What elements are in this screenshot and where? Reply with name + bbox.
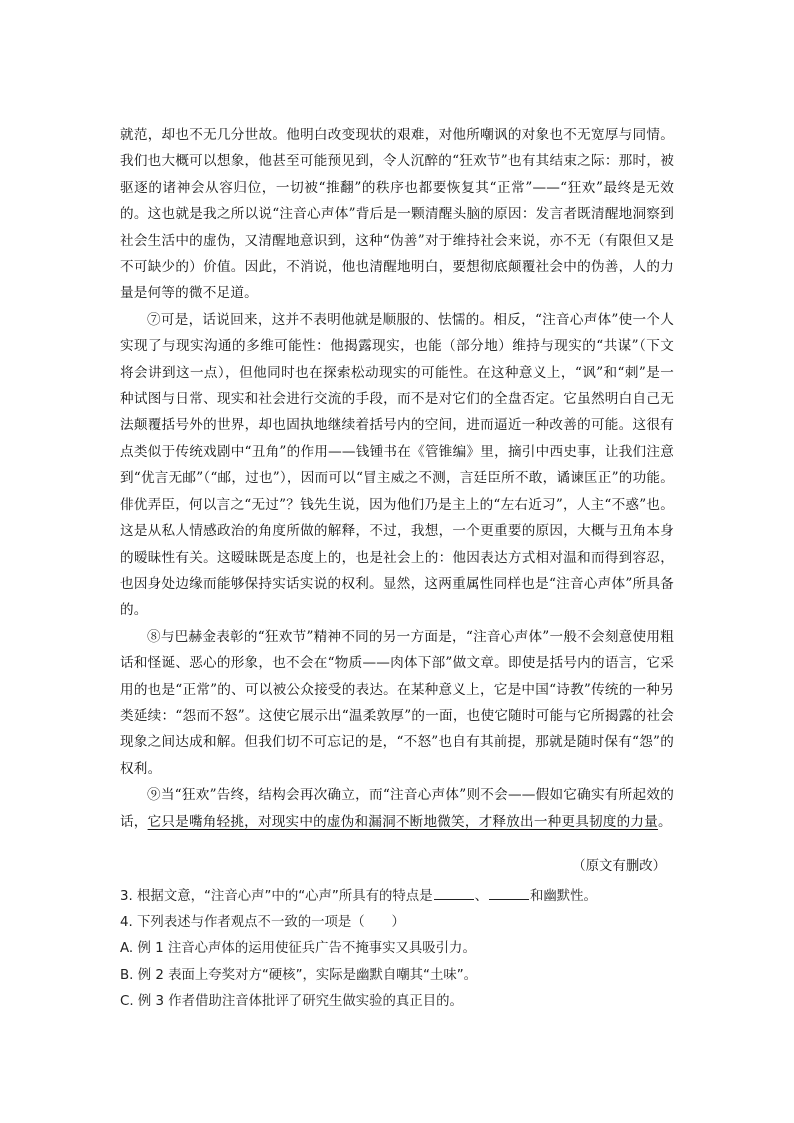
questions-block [120,884,680,1015]
paragraph-9-text: ⑨当“狂欢”告终，结构会再次确立，而“注音心声体”则不会——假如它确实有所起效的话， [120,787,674,830]
answer-blank-2[interactable] [489,885,529,900]
underlined-sentence: 它只是嘴角轻挑，对现实中的虚伪和漏洞不断地微笑，才释放出一种更具韧度的力量 [147,813,658,830]
question-3-tail: 和幽默性。 [529,889,597,904]
answer-blank-1[interactable] [434,885,474,900]
question-3-stem: 3. 根据文意，“注音心声”中的“心声”所具有的特点是 [120,889,433,904]
option-a[interactable]: A. 例 1 注音心声体的运用使征兵广告不掩事实又具吸引力。 [120,941,476,957]
paragraph-9 [120,782,674,835]
question-3-separator: 、 [474,889,488,904]
paragraph-8: ⑧与巴赫金表彰的“狂欢节”精神不同的另一方面是，“注音心声体”一般不会刻意使用粗话和怪诞、恶心的形象，也不会在“物质——肉体下部”做文章。即使是括号内的语言，它采用的也是“正常”的、可以被公众接受的表达。在某种意义上，它是中国“诗教”传统的一种另类延续：“怨而不怒”。这使它展示出“温柔敦厚”的一面，也使它随时可能与它所揭露的社会现象之间达成和解。但我们切不可忘记的是，“不怒”也自有其前提，那就是随时保有“怨”的权利。 [120,628,674,777]
source-note: （原文有删改） [572,859,666,874]
paragraph-7: ⑦可是，话说回来，这并不表明他就是顺服的、怯懦的。相反，“注音心声体”使一个人实现了与现实沟通的多维可能性：他揭露现实，也能（部分地）维持与现实的“共谋”（下文将会讲到这一点），但他同时也在探索松动现实的可能性。在这种意义上，“讽”和“刺”是一种试图与日常、现实和社会进行交流的手段，而不是对它们的全盘否定。它虽然明白自己无法颠覆括号外的世界，却也固执地继续着括号内的空间，进而逼近一种改善的可能。这很有点类似于传统戏剧中“丑角”的作用——钱锺书在《管锥编》里，摘引中西史事，让我们注意到“优言无邮”（“邮，过也”），因而可以“冒主威之不测，言廷臣所不敢，谲谏匡正”的功能。俳优弄臣，何以言之“无过”？钱先生说，因为他们乃是主上的“左右近习”，人主“不惑”也。这是从私人情感政治的角度所做的解释，不过，我想，一个更重要的原因，大概与丑角本身的暧昧性有关。这暧昧既是态度上的，也是社会上的：他因表达方式相对温和而得到容忍，也因身处边缘而能够保持实话实说的权利。显然，这两重属性同样也是“注音心声体”所具备的。 [120,311,674,619]
question-3 [120,884,680,910]
option-c[interactable]: C. 例 3 作者借助注音体批评了研究生做实验的真正目的。 [120,993,463,1009]
paragraph-continued: 就范，却也不无几分世故。他明白改变现状的艰难，对他所嘲讽的对象也不无宽厚与同情。我们也大概可以想象，他甚至可能预见到，令人沉醉的“狂欢节”也有其结束之际：那时，被驱逐的诸神会从容归位，一切被“推翻”的秩序也都要恢复其“正常”——“狂欢”最终是无效的。这也就是我之所以说“注音心声体”背后是一颗清醒头脑的原因：发言者既清醒地洞察到社会生活中的虚伪，又清醒地意识到，这种“伪善”对于维持社会来说，亦不无（有限但又是不可缺少的）价值。因此，不消说，他也清醒地明白，要想彻底颠覆社会中的伪善，人的力量是何等的微不足道。 [120,127,674,302]
question-4-stem: 4. 下列表述与作者观点不一致的一项是（ ） [120,915,405,931]
paragraph-9-end: 。 [657,813,672,830]
reading-passage [120,122,674,835]
option-b[interactable]: B. 例 2 表面上夸奖对方“硬核”，实际是幽默自嘲其“土味”。 [120,967,478,983]
